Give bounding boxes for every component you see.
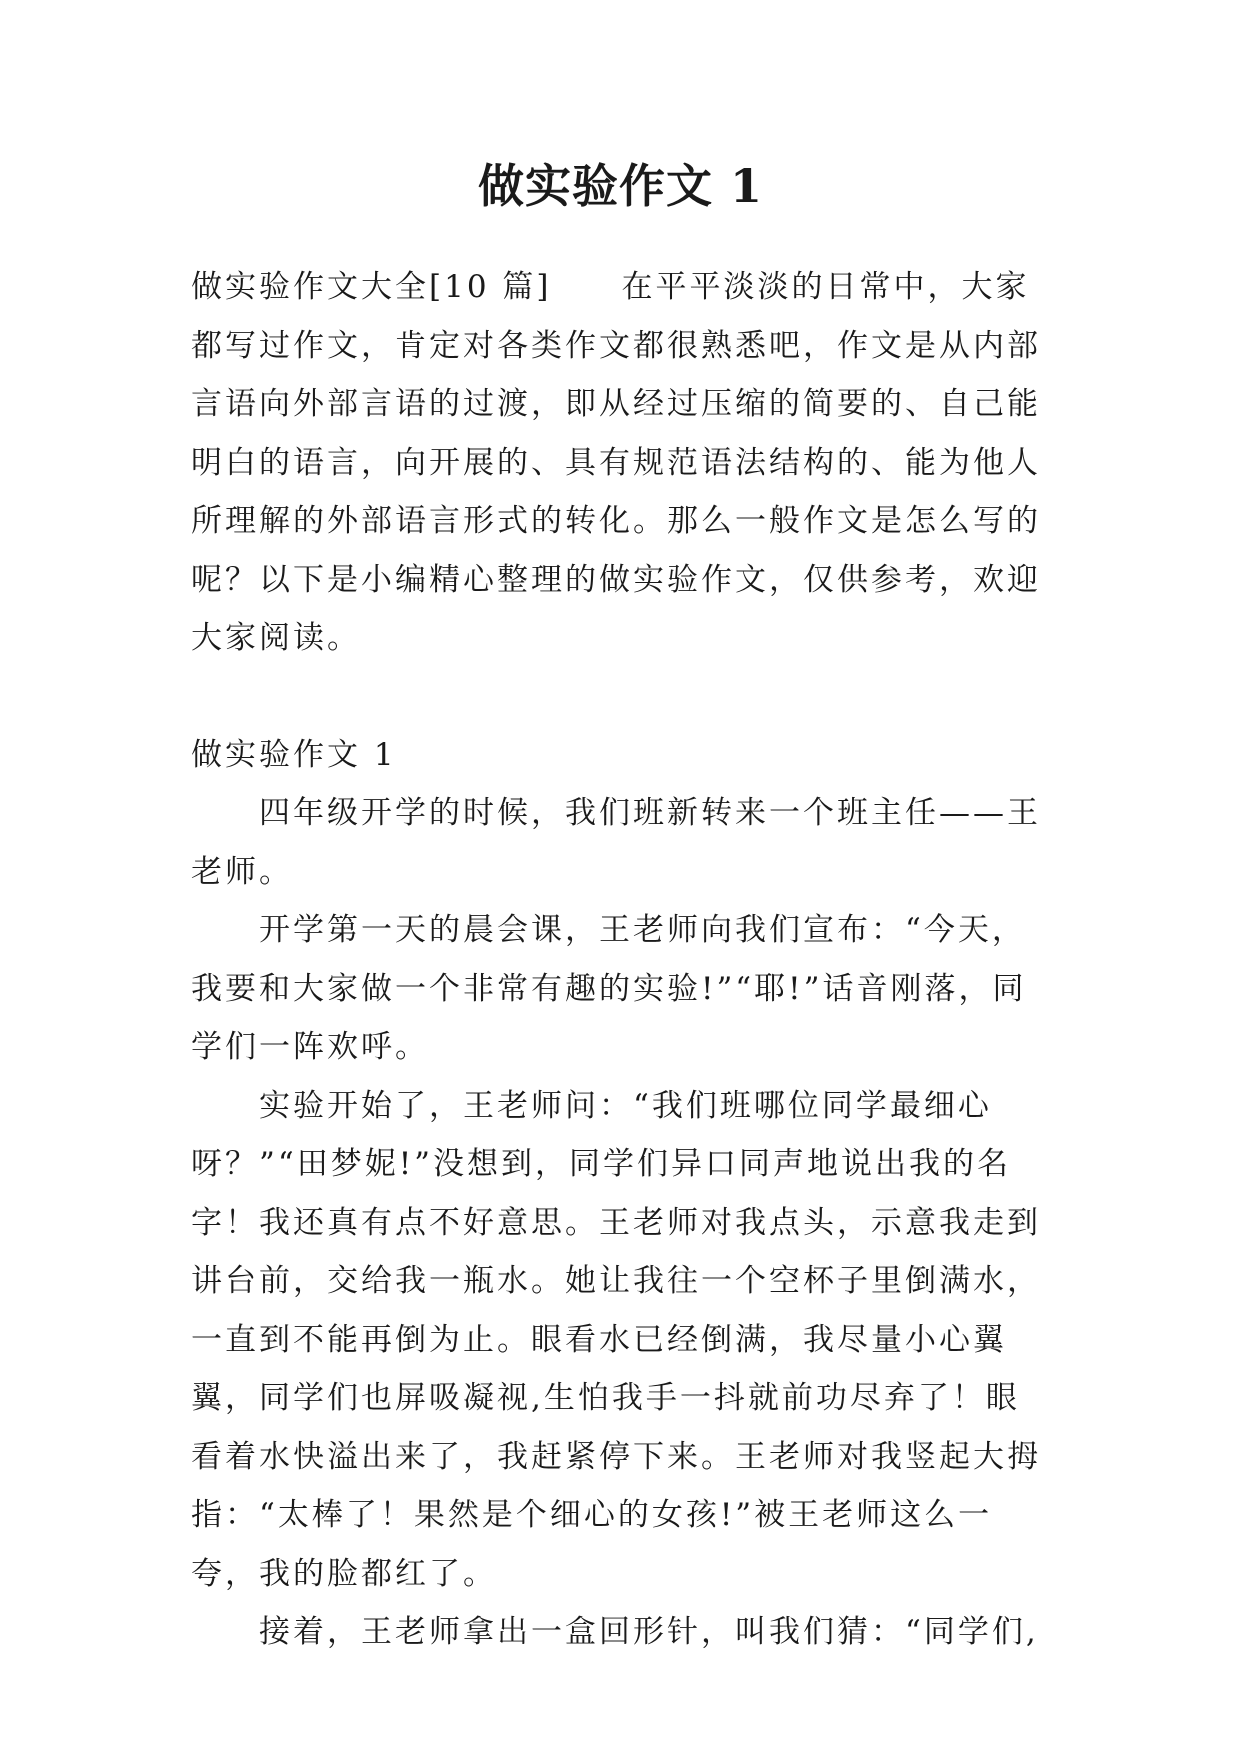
document-title: 做实验作文 1: [477, 159, 764, 213]
intro-paragraph: [191, 258, 1051, 668]
intro-heading: 做实验作文大全[10 篇]: [191, 269, 552, 305]
section-heading: 做实验作文 1: [191, 736, 397, 773]
paragraph-1: 四年级开学的时候，我们班新转来一个班主任——王老师。: [191, 795, 1041, 890]
paragraph-3: 实验开始了，王老师问：“我们班哪位同学最细心呀？”“田梦妮!”没想到，同学们异口同声地说出我的名字！我还真有点不好意思。王老师对我点头，示意我走到讲台前，交给我一瓶水。她让我往一个空杯子里倒满水，一直到不能再倒为止。眼看水已经倒满，我尽量小心翼翼，同学们也屏吸凝视,生怕我手一抖就前功尽弃了！眼看着水快溢出来了，我赶紧停下来。王老师对我竖起大拇指：“太棒了！果然是个细心的女孩!”被王老师这么一夸，我的脸都红了。: [191, 1087, 1041, 1592]
paragraph-4: 接着，王老师拿出一盒回形针，叫我们猜：“同学们,: [259, 1614, 1039, 1650]
intro-text: 在平平淡淡的日常中，大家都写过作文，肯定对各类作文都很熟悉吧，作文是从内部言语向外部言语的过渡，即从经过压缩的简要的、自己能明白的语言，向开展的、具有规范语法结构的、能为他人所理解的外部语言形式的转化。那么一般作文是怎么写的呢？以下是小编精心整理的做实验作文，仅供参考，欢迎大家阅读。: [191, 269, 1041, 656]
section-gap: [191, 668, 1051, 726]
document-body: [191, 258, 1051, 1662]
paragraph-2: 开学第一天的晨会课，王老师向我们宣布：“今天，我要和大家做一个非常有趣的实验!”“耶!”话音刚落，同学们一阵欢呼。: [191, 912, 1027, 1065]
